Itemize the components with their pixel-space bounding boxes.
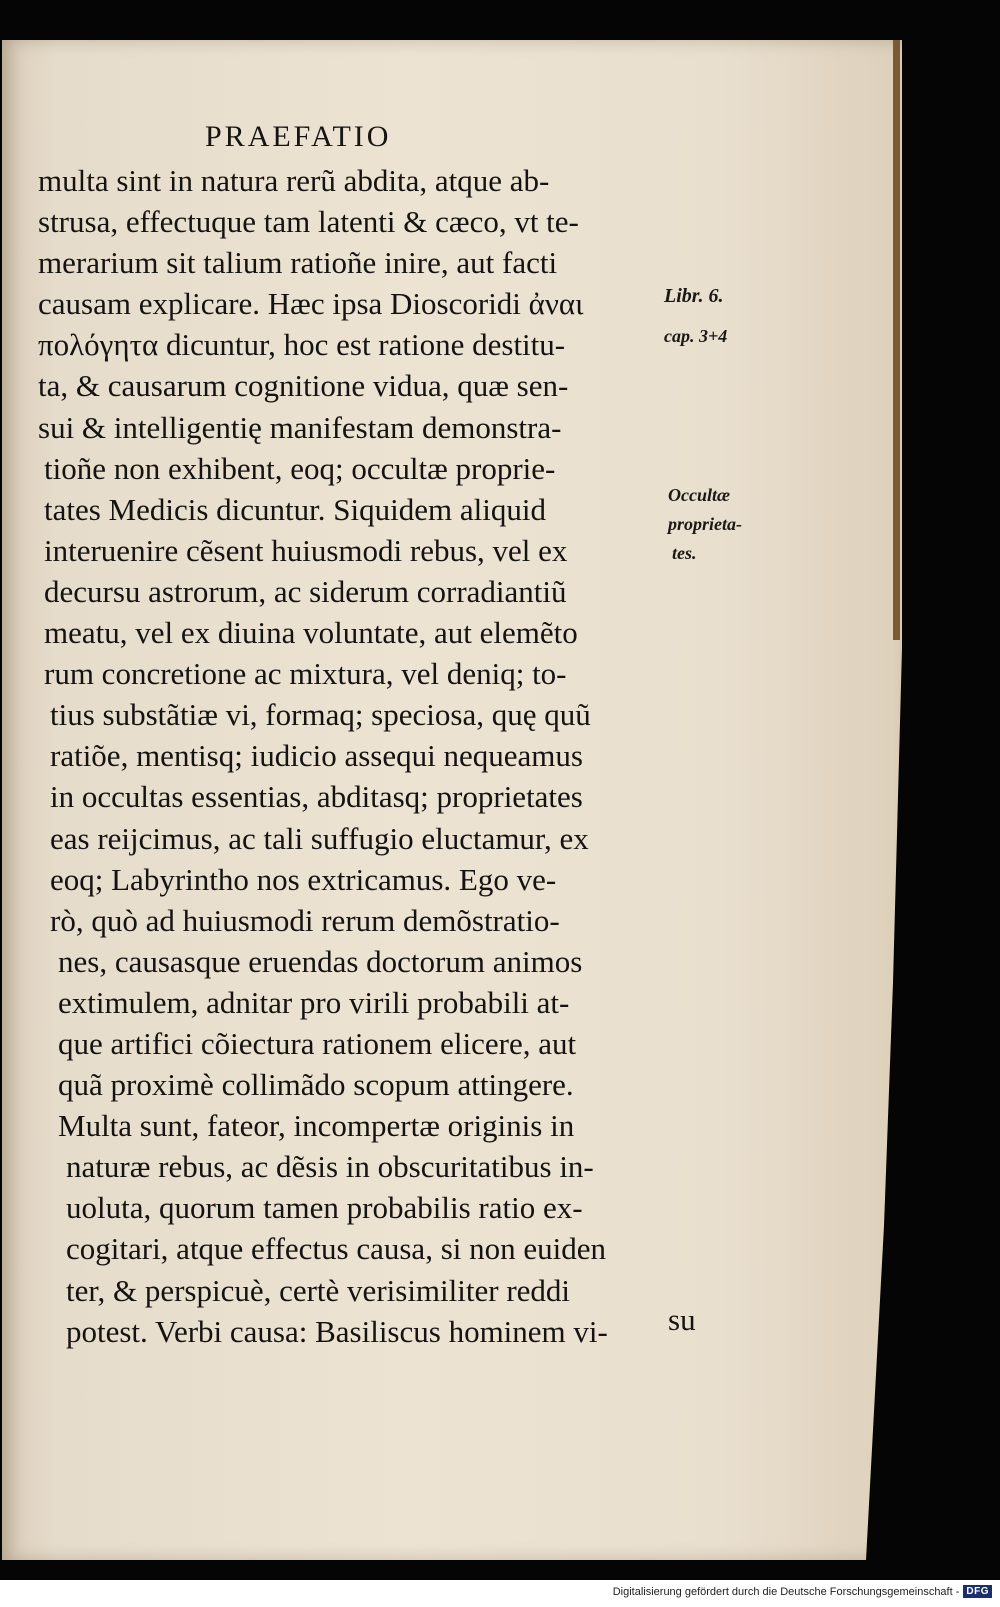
text-line: naturæ rebus, ac dẽsis in obscuritatibus in- [66, 1149, 594, 1185]
catchword: su [668, 1302, 696, 1337]
text-line: eas reijcimus, ac tali suffugio eluctamur, ex [50, 820, 589, 856]
text-line: tius substãtiæ vi, formaq; speciosa, quę quũ [50, 697, 591, 733]
text-line: extimulem, adnitar pro virili probabili at- [58, 984, 570, 1020]
margin-note-tes: tes. [672, 543, 697, 563]
text-line: in occultas essentias, abditasq; proprietates [50, 779, 583, 815]
text-line: que artifici cõiectura rationem elicere, aut [58, 1025, 577, 1061]
text-line: rò, quò ad huiusmodi rerum demõstratio- [50, 902, 560, 938]
margin-note-chapter-reference: cap. 3+4 [664, 326, 728, 346]
text-line: meatu, vel ex diuina voluntate, aut elemẽto [44, 615, 578, 651]
page-edge [893, 40, 900, 640]
text-line: potest. Verbi causa: Basiliscus hominem vi- [66, 1313, 608, 1349]
text-line: multa sint in natura rerũ abdita, atque ab- [38, 163, 550, 198]
text-line: rum concretione ac mixtura, vel deniq; to- [44, 656, 567, 692]
margin-note-proprietates: proprieta- [668, 514, 742, 534]
margin-note-book-reference: Libr. 6. [664, 285, 724, 307]
text-line: causam explicare. Hæc ipsa Dioscoridi ἀναι [38, 286, 584, 322]
text-line: decursu astrorum, ac siderum corradiantiũ [44, 573, 567, 609]
text-line: nes, causasque eruendas doctorum animos [58, 943, 583, 979]
body-text [38, 160, 678, 1352]
text-line: interuenire cẽsent huiusmodi rebus, vel ex [44, 532, 568, 568]
margin-note-occultae: Occultæ [668, 485, 730, 505]
running-head: PRAEFATIO [205, 120, 392, 153]
text-line: eoq; Labyrintho nos extricamus. Ego ve- [50, 861, 557, 897]
text-line: quã proximè collimãdo scopum attingere. [58, 1067, 574, 1103]
text-line: ratiõe, mentisq; iudicio assequi nequeamus [50, 738, 583, 774]
text-line: tates Medicis dicuntur. Siquidem aliquid [44, 491, 546, 527]
text-line: uoluta, quorum tamen probabilis ratio ex- [66, 1190, 583, 1226]
text-line: strusa, effectuque tam latenti & cæco, vt te- [38, 204, 579, 240]
text-line: tioñe non exhibent, eoq; occultæ proprie- [44, 450, 556, 486]
text-line: sui & intelligentię manifestam demonstra- [38, 409, 562, 445]
digitization-credit [613, 1585, 992, 1598]
text-line: πολόγητα dicuntur, hoc est ratione destitu- [38, 327, 566, 363]
dfg-logo: DFG [963, 1585, 992, 1598]
credit-text: Digitalisierung gefördert durch die Deutsche Forschungsgemeinschaft - [612, 1585, 960, 1598]
text-line: merarium sit talium ratioñe inire, aut facti [38, 245, 558, 281]
text-line: cogitari, atque effectus causa, si non euiden [66, 1231, 607, 1267]
text-line: ta, & causarum cognitione vidua, quæ sen- [38, 368, 569, 404]
text-line: ter, & perspicuè, certè verisimiliter reddi [66, 1272, 571, 1308]
text-line: Multa sunt, fateor, incompertæ originis in [58, 1108, 575, 1144]
